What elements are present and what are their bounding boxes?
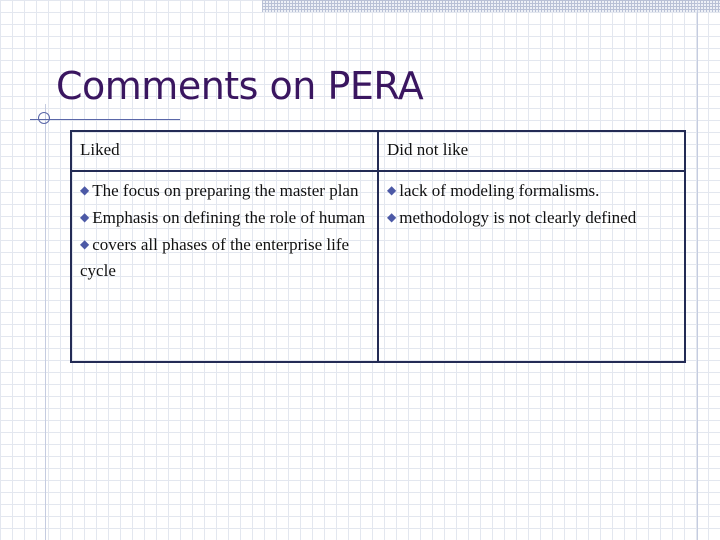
liked-item-text: Emphasis on defining the role of human	[92, 208, 366, 227]
list-item	[80, 177, 371, 204]
crosshair-circle-icon	[38, 112, 50, 124]
header-did-not-like: Did not like	[378, 131, 685, 171]
top-decorative-band	[262, 0, 720, 12]
diamond-bullet-icon: ◆	[80, 183, 90, 197]
left-guide-line	[45, 104, 46, 540]
diamond-bullet-icon: ◆	[387, 183, 397, 197]
list-item	[387, 177, 678, 204]
diamond-bullet-icon: ◆	[387, 210, 397, 224]
did-not-like-item-text: methodology is not clearly defined	[399, 208, 637, 227]
diamond-bullet-icon: ◆	[80, 237, 90, 251]
list-item	[80, 204, 371, 231]
diamond-bullet-icon: ◆	[80, 210, 90, 224]
comments-table	[70, 130, 686, 363]
did-not-like-item-text: lack of modeling formalisms.	[399, 181, 600, 200]
liked-item-text: covers all phases of the enterprise life cycle	[80, 235, 350, 280]
table-row	[71, 171, 685, 362]
liked-item-text: The focus on preparing the master plan	[92, 181, 359, 200]
list-item	[387, 204, 678, 231]
header-liked: Liked	[71, 131, 378, 171]
did-not-like-cell	[378, 171, 685, 362]
table-header-row	[71, 131, 685, 171]
slide-title: Comments on PERA	[56, 64, 424, 108]
title-underline	[30, 119, 180, 120]
list-item	[80, 231, 371, 284]
right-guide-line	[697, 0, 698, 540]
liked-cell	[71, 171, 378, 362]
